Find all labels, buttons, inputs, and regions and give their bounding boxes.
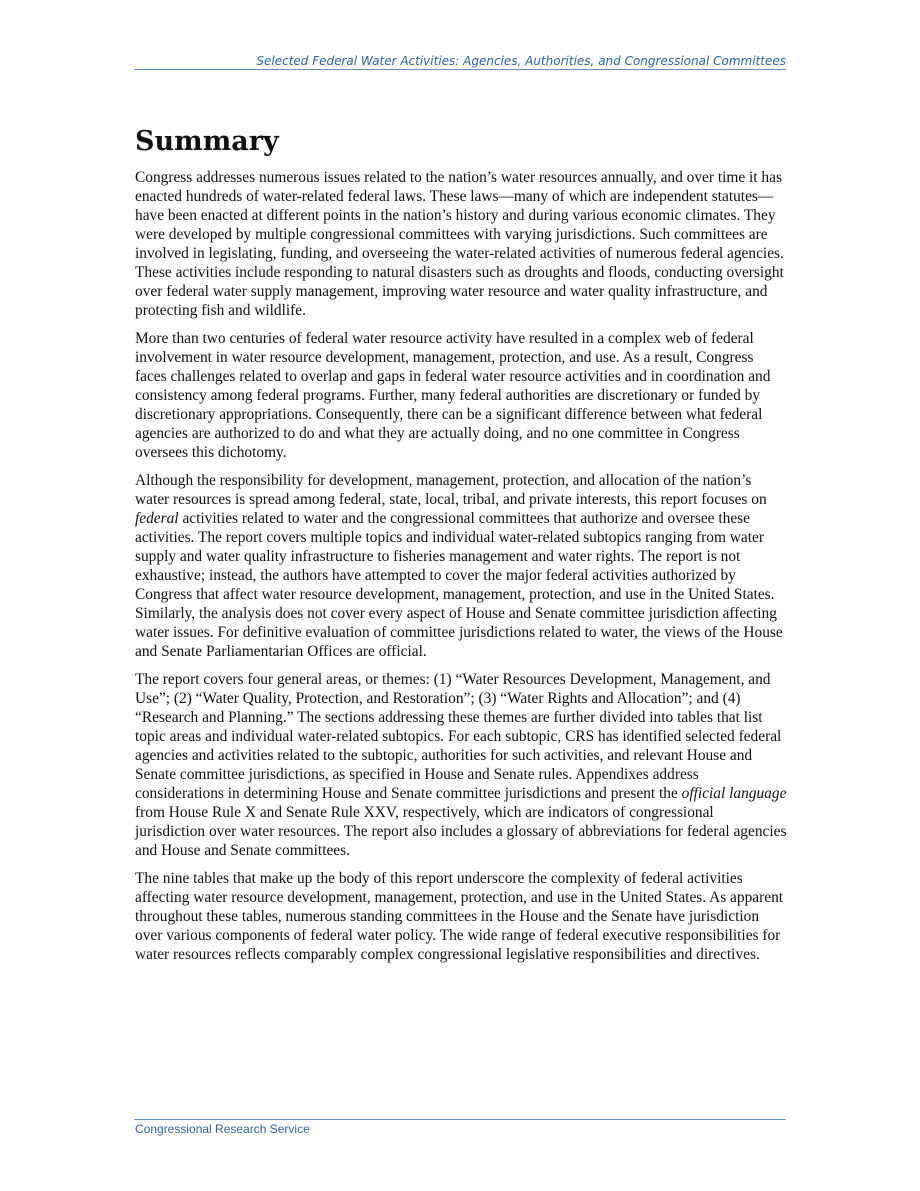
paragraph-3-emphasis: federal <box>135 510 179 527</box>
paragraph-4-text-start: The report covers four general areas, or themes: (1) “Water Resources Development, Management, and Use”; (2) “Water Quality, Protection, and Restoration”; (3) “Water Rights and Allocation”; and (4) “Research and Planning.” The sections addressing these themes are further divided into tables that list topic areas and individual water-related subtopics. For each subtopic, CRS has identified selected federal agencies and activities related to the subtopic, authorities for such activities, and relevant House and Senate committee jurisdictions, as specified in House and Senate rules. Appendixes address considerations in determining House and Senate committee jurisdictions and present the <box>135 671 782 802</box>
paragraph-3-text-start: Although the responsibility for development, management, protection, and allocation of the nation’s water resources is spread among federal, state, local, tribal, and private interests, this report focuses on <box>135 472 767 508</box>
paragraph-4-emphasis: official language <box>681 785 787 802</box>
summary-paragraph-1: Congress addresses numerous issues related to the nation’s water resources annually, and over time it has enacted hundreds of water-related federal laws. These laws—many of which are independent statutes—have been enacted at different points in the nation’s history and during various economic climates. They were developed by multiple congressional committees with varying jurisdictions. Such committees are involved in legislating, funding, and overseeing the water-related activities of numerous federal agencies. These activities include responding to natural disasters such as droughts and floods, conducting oversight over federal water supply management, improving water resource and water quality infrastructure, and protecting fish and wildlife. <box>135 169 784 319</box>
footer-publisher: Congressional Research Service <box>135 1122 310 1136</box>
summary-paragraph-4 <box>135 670 787 860</box>
running-header-title: Selected Federal Water Activities: Agencies, Authorities, and Congressional Committees <box>256 54 786 68</box>
paragraph-3-text-end: activities related to water and the congressional committees that authorize and oversee these activities. The report covers multiple topics and individual water-related subtopics ranging from water supply and water quality infrastructure to fisheries management and water rights. The report is not exhaustive; instead, the authors have attempted to cover the major federal activities authorized by Congress that affect water resource development, management, protection, and use in the United States. Similarly, the analysis does not cover every aspect of House and Senate committee jurisdiction affecting water issues. For definitive evaluation of committee jurisdictions related to water, the views of the House and Senate Parliamentarian Offices are official. <box>135 510 783 660</box>
summary-paragraph-2: More than two centuries of federal water resource activity have resulted in a complex web of federal involvement in water resource development, management, protection, and use. As a result, Congress faces challenges related to overlap and gaps in federal water resource activities and in coordination and consistency among federal programs. Further, many federal authorities are discretionary or funded by discretionary appropriations. Consequently, there can be a significant difference between what federal agencies are authorized to do and what they are actually doing, and no one committee in Congress oversees this dichotomy. <box>135 330 771 461</box>
summary-body <box>135 168 787 973</box>
summary-paragraph-3 <box>135 471 787 661</box>
summary-paragraph-5: The nine tables that make up the body of this report underscore the complexity of federal activities affecting water resource development, management, protection, and use in the United States. As apparent throughout these tables, numerous standing committees in the House and the Senate have jurisdiction over various components of federal water policy. The wide range of federal executive responsibilities for water resources reflects comparably complex congressional legislative responsibilities and directives. <box>135 870 784 963</box>
header-divider <box>134 69 786 70</box>
paragraph-4-text-end: from House Rule X and Senate Rule XXV, respectively, which are indicators of congressional jurisdiction over water resources. The report also includes a glossary of abbreviations for federal agencies and House and Senate committees. <box>135 804 787 859</box>
summary-heading: Summary <box>135 126 279 157</box>
footer-divider <box>134 1119 786 1120</box>
